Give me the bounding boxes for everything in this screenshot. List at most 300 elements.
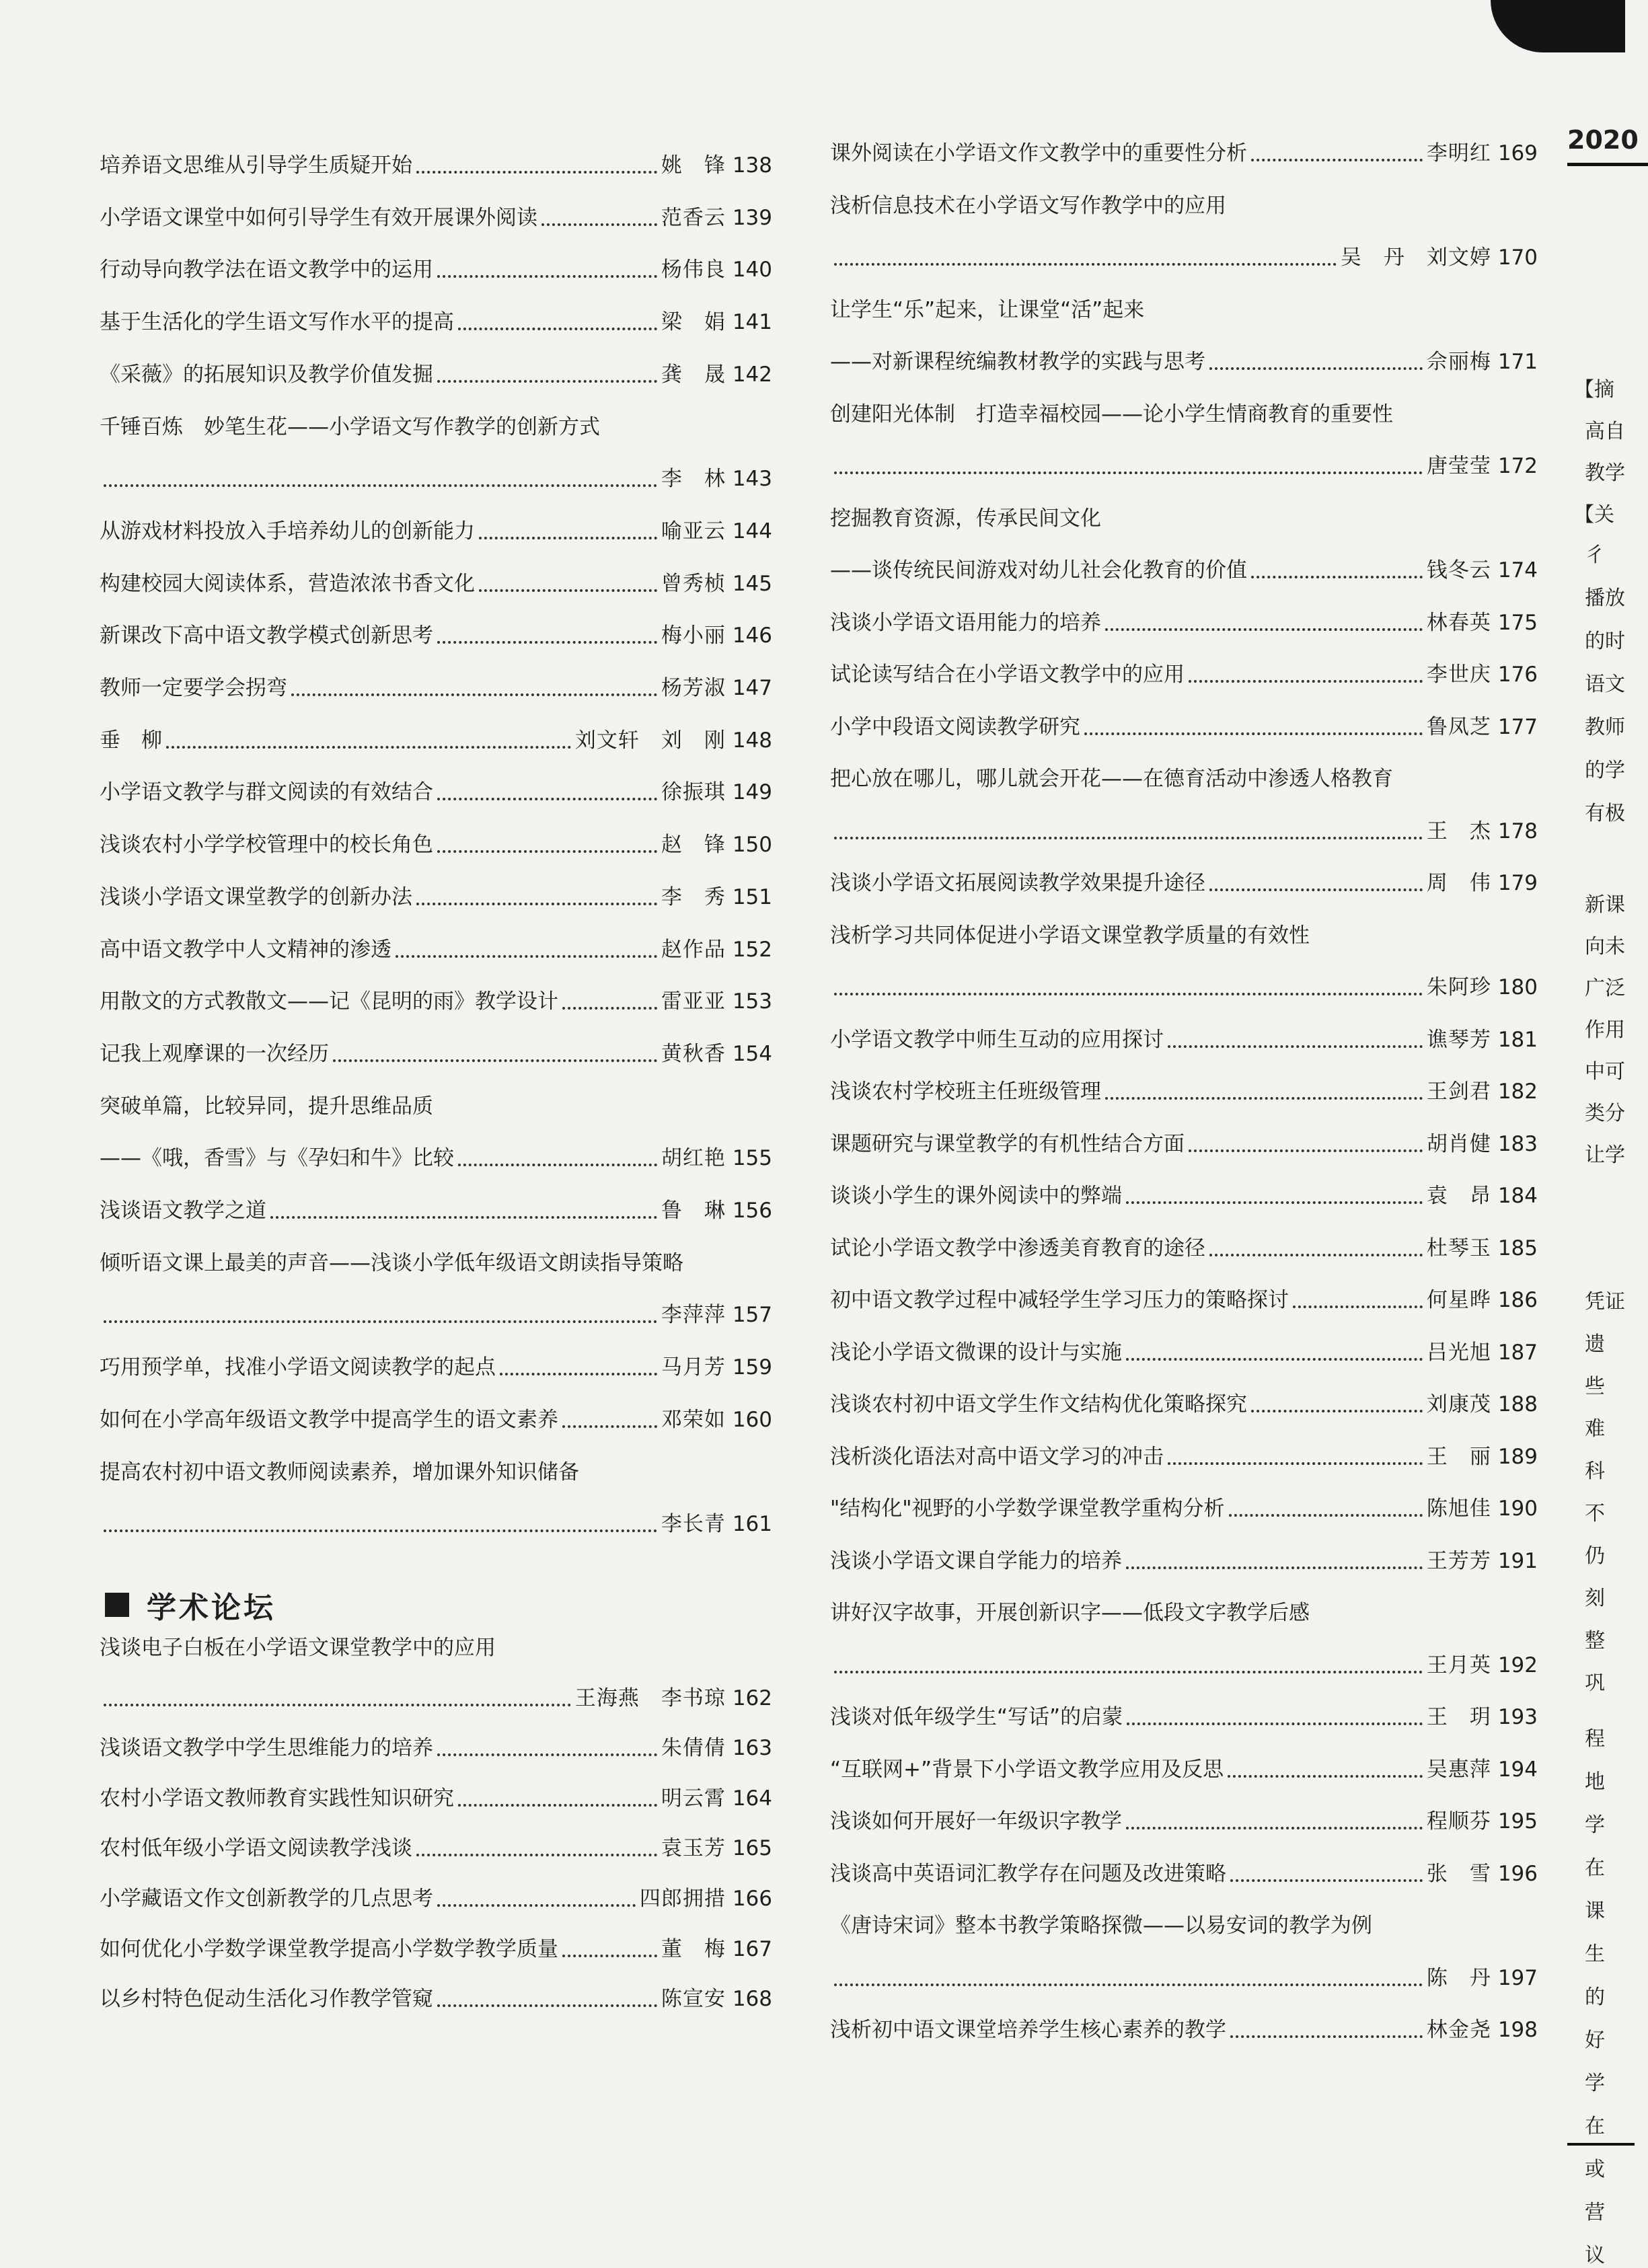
toc-entry — [100, 1980, 772, 2018]
dot-leader — [1189, 680, 1423, 683]
toc-entry-title: 小学语文教学中师生互动的应用探讨 — [830, 1027, 1164, 1052]
toc-entry-title: 浅谈农村小学学校管理中的校长角色 — [100, 833, 433, 858]
dot-leader — [479, 589, 657, 592]
adjacent-text-fragment: 议 — [1585, 2244, 1605, 2267]
toc-entry-title: 浅谈电子白板在小学语文课堂教学中的应用 — [100, 1636, 496, 1660]
toc-entry-author: 明云霄 — [661, 1786, 726, 1811]
toc-entry-title: 小学藏语文作文创新教学的几点思考 — [100, 1887, 433, 1911]
toc-entry-page: 184 — [1497, 1184, 1538, 1208]
toc-entry — [830, 1490, 1538, 1527]
toc-entry-title: 培养语文思维从引导学生质疑开始 — [100, 153, 412, 178]
toc-entry-title: 创建阳光体制 打造幸福校园——论小学生情商教育的重要性 — [830, 402, 1393, 426]
dot-leader — [104, 1529, 657, 1532]
toc-entry-author: 佘丽梅 — [1426, 350, 1491, 374]
toc-entry-title: 小学语文教学与群文阅读的有效结合 — [100, 780, 433, 805]
toc-entry-title: 课外阅读在小学语文作文教学中的重要性分析 — [830, 141, 1247, 165]
dot-leader — [541, 223, 657, 226]
toc-entry-author: 李明红 — [1426, 141, 1491, 165]
toc-entry-page: 140 — [732, 258, 772, 282]
toc-entry-title: 小学语文课堂中如何引导学生有效开展课外阅读 — [100, 205, 537, 230]
toc-entry — [100, 199, 772, 237]
toc-entry — [830, 708, 1538, 746]
dot-leader — [1209, 1254, 1423, 1256]
toc-entry-page: 176 — [1497, 663, 1538, 687]
toc-entry-page: 144 — [732, 519, 772, 543]
toc-entry — [100, 1349, 772, 1386]
adjacent-text-fragment: 高自 — [1585, 420, 1625, 443]
toc-entry — [830, 552, 1538, 589]
toc-entry-title: 提高农村初中语文教师阅读素养，增加课外知识储备 — [100, 1460, 579, 1484]
toc-entry-title: 高中语文教学中人文精神的渗透 — [100, 937, 391, 962]
adjacent-text-fragment: 播放 — [1585, 587, 1625, 610]
toc-entry-author: 杨芳淑 — [661, 676, 726, 700]
toc-entry-page: 156 — [732, 1199, 772, 1223]
toc-entry-page: 177 — [1497, 714, 1538, 739]
toc-entry-author: 范香云 — [661, 205, 726, 230]
adjacent-text-fragment: 生 — [1585, 1942, 1605, 1966]
toc-entry-page: 179 — [1497, 871, 1538, 895]
dot-leader — [166, 746, 571, 749]
toc-entry-author: 徐振琪 — [661, 780, 726, 805]
toc-entry — [100, 1192, 772, 1230]
toc-entry-title: 浅谈对低年级学生“写话”的启蒙 — [830, 1705, 1123, 1729]
toc-entry-page: 165 — [732, 1836, 772, 1861]
dot-leader — [437, 798, 657, 800]
toc-entry — [830, 447, 1538, 485]
toc-entry-author: 何星晔 — [1426, 1288, 1491, 1312]
toc-entry — [100, 1679, 772, 1717]
toc-entry — [830, 1647, 1538, 1684]
toc-entry-title: ——谈传统民间游戏对幼儿社会化教育的价值 — [830, 558, 1247, 582]
toc-entry-title: 把心放在哪儿，哪儿就会开花——在德育活动中渗透人格教育 — [830, 767, 1393, 791]
dot-leader — [1127, 1723, 1423, 1725]
toc-entry-page: 195 — [1497, 1809, 1538, 1834]
toc-entry-author: 刘文轩 刘 刚 — [574, 728, 726, 753]
toc-entry-author: 林春英 — [1426, 610, 1491, 635]
adjacent-text-fragment: 营 — [1585, 2201, 1605, 2224]
dot-leader — [1251, 576, 1423, 578]
dot-leader — [437, 1904, 636, 1907]
toc-entry-author: 黄秋香 — [661, 1041, 726, 1066]
toc-entry-title: 浅析学习共同体促进小学语文课堂教学质量的有效性 — [830, 923, 1310, 948]
toc-entry-page: 194 — [1497, 1757, 1538, 1782]
toc-entry-author: 张 雪 — [1426, 1861, 1491, 1886]
dot-leader — [1251, 159, 1423, 161]
toc-entry — [830, 656, 1538, 693]
adjacent-text-fragment: 巩 — [1585, 1671, 1605, 1695]
toc-entry-title: 农村小学语文教师教育实践性知识研究 — [100, 1786, 454, 1811]
dot-leader — [834, 1983, 1423, 1986]
adjacent-text-fragment: 在 — [1585, 1856, 1605, 1880]
adjacent-text-fragment: 程 — [1585, 1727, 1605, 1751]
adjacent-text-fragment: 的 — [1585, 1986, 1605, 2009]
toc-entry-author: 陈旭佳 — [1426, 1497, 1491, 1521]
toc-entry-title: 浅谈高中英语词汇教学存在问题及改进策略 — [830, 1861, 1226, 1886]
toc-entry-title: 农村低年级小学语文阅读教学浅谈 — [100, 1836, 412, 1861]
toc-entry — [830, 2011, 1538, 2049]
dot-leader — [291, 693, 657, 696]
toc-entry — [830, 1021, 1538, 1059]
adjacent-text-fragment: 彳 — [1585, 543, 1605, 567]
toc-entry-page: 167 — [732, 1936, 772, 1961]
toc-entry — [830, 1959, 1538, 1997]
toc-entry-author: 李世庆 — [1426, 663, 1491, 687]
toc-entry-page: 183 — [1497, 1131, 1538, 1156]
toc-entry — [830, 1230, 1538, 1267]
toc-entry-page: 151 — [732, 884, 772, 909]
toc-entry — [100, 513, 772, 550]
toc-entry-page: 157 — [732, 1303, 772, 1328]
toc-entry-title: 记我上观摩课的一次经历 — [100, 1041, 329, 1066]
dot-leader — [396, 955, 657, 958]
dot-leader — [458, 328, 657, 330]
toc-entry-author: 王芳芳 — [1426, 1548, 1491, 1573]
dot-leader — [437, 2004, 657, 2007]
toc-entry-author: 陈宣安 — [661, 1987, 726, 2012]
dot-leader — [104, 484, 657, 487]
dot-leader — [1228, 1775, 1423, 1778]
toc-entry-title: 突破单篇，比较异同，提升思维品质 — [100, 1094, 433, 1119]
toc-entry-title: 挖掘教育资源，传承民间文化 — [830, 506, 1101, 531]
adjacent-text-fragment: 或 — [1585, 2158, 1605, 2181]
toc-entry-title: 巧用预学单，找准小学语文阅读教学的起点 — [100, 1355, 496, 1380]
section-square-icon — [105, 1593, 129, 1617]
toc-entry-title: 如何在小学高年级语文教学中提高学生的语文素养 — [100, 1407, 558, 1432]
adjacent-text-fragment: 类分 — [1585, 1102, 1625, 1125]
toc-entry-title: 浅论小学语文微课的设计与实施 — [830, 1340, 1122, 1365]
toc-entry-page: 141 — [732, 310, 772, 335]
toc-entry-author: 袁 昂 — [1426, 1184, 1491, 1208]
dot-leader — [437, 1753, 657, 1756]
adjacent-text-fragment: 语文 — [1585, 673, 1625, 696]
toc-entry-title: 讲好汉字故事，开展创新识字——低段文字教学后感 — [830, 1601, 1310, 1625]
adjacent-text-fragment: 作用 — [1585, 1018, 1625, 1042]
toc-entry-page: 178 — [1497, 819, 1538, 843]
toc-entry — [100, 773, 772, 811]
toc-entry — [100, 878, 772, 916]
toc-entry-author: 胡肖健 — [1426, 1131, 1491, 1156]
adjacent-text-fragment: 让学 — [1585, 1143, 1625, 1167]
toc-entry-title: 新课改下高中语文教学模式创新思考 — [100, 623, 433, 648]
toc-entry — [830, 1751, 1538, 1788]
toc-entry — [100, 931, 772, 969]
adjacent-text-fragment: 【关 — [1574, 503, 1614, 527]
dot-leader — [1168, 1462, 1423, 1465]
toc-entry-title: 浅谈如何开展好一年级识字教学 — [830, 1809, 1122, 1834]
toc-entry — [830, 1386, 1538, 1423]
toc-entry-page: 159 — [732, 1355, 772, 1380]
adjacent-page-fragment — [1547, 0, 1639, 2267]
toc-entry-page: 149 — [732, 780, 772, 805]
toc-entry — [100, 669, 772, 707]
adjacent-text-fragment: 课 — [1585, 1899, 1605, 1923]
toc-entry-page: 170 — [1497, 245, 1538, 270]
toc-entry-author: 林金尧 — [1426, 2018, 1491, 2042]
toc-entry-title: ——对新课程统编教材教学的实践与思考 — [830, 350, 1205, 374]
toc-entry — [830, 239, 1538, 276]
toc-entry — [100, 617, 772, 654]
dot-leader — [834, 263, 1337, 266]
toc-entry — [100, 1401, 772, 1439]
dot-leader — [1229, 1514, 1423, 1517]
toc-entry — [830, 1125, 1538, 1163]
toc-entry — [830, 1803, 1538, 1840]
toc-entry — [100, 1035, 772, 1073]
dot-leader — [437, 275, 657, 278]
toc-entry-title: 教师一定要学会拐弯 — [100, 676, 287, 700]
dot-leader — [834, 837, 1423, 839]
toc-entry-page: 148 — [732, 728, 772, 753]
dot-leader — [416, 903, 657, 905]
toc-entry — [830, 1542, 1538, 1580]
dot-leader — [458, 1804, 657, 1807]
adjacent-text-fragment: 新课 — [1585, 893, 1625, 917]
dot-leader — [437, 850, 657, 853]
dot-leader — [416, 1854, 657, 1856]
toc-entry-page: 198 — [1497, 2018, 1538, 2042]
toc-entry-author: 鲁凤芝 — [1426, 714, 1491, 739]
toc-entry — [830, 1334, 1538, 1371]
toc-entry-author: 四郎拥措 — [639, 1887, 726, 1911]
toc-entry-page: 161 — [732, 1512, 772, 1537]
dot-leader — [1126, 1358, 1423, 1361]
toc-entry-page: 163 — [732, 1736, 772, 1761]
toc-entry — [100, 1829, 772, 1867]
toc-entry-page: 147 — [732, 676, 772, 700]
toc-entry-author: 钱冬云 — [1426, 558, 1491, 582]
toc-entry-author: 周 伟 — [1426, 871, 1491, 895]
toc-entry-title: 构建校园大阅读体系，营造浓浓书香文化 — [100, 571, 475, 596]
toc-entry — [100, 460, 772, 498]
toc-entry-author: 李长青 — [661, 1512, 726, 1537]
toc-entry-page: 189 — [1497, 1444, 1538, 1469]
toc-entry-title: 倾听语文课上最美的声音——浅谈小学低年级语文朗读指导策略 — [100, 1250, 683, 1275]
toc-entry-title: 浅谈小学语文课堂教学的创新办法 — [100, 884, 412, 909]
toc-entry-title: "结构化"视野的小学数学课堂教学重构分析 — [830, 1497, 1225, 1521]
dot-leader — [104, 1704, 571, 1706]
dot-leader — [1189, 1149, 1423, 1152]
toc-entry-author: 刘康茂 — [1426, 1392, 1491, 1416]
toc-entry — [830, 1855, 1538, 1893]
year-heading: 2020 — [1567, 125, 1639, 155]
adjacent-text-fragment: 学 — [1585, 2072, 1605, 2095]
toc-entry-title: 用散文的方式教散文——记《昆明的雨》教学设计 — [100, 989, 558, 1014]
toc-entry-page: 154 — [732, 1041, 772, 1066]
dot-leader — [1251, 1410, 1423, 1412]
adjacent-text-fragment: 教师 — [1585, 716, 1625, 739]
adjacent-text-fragment: 在 — [1585, 2115, 1605, 2138]
toc-entry-author: 吴惠萍 — [1426, 1757, 1491, 1782]
dot-leader — [1126, 1827, 1423, 1829]
toc-entry-author: 李萍萍 — [661, 1303, 726, 1328]
toc-entry-title: 千锤百炼 妙笔生花——小学语文写作教学的创新方式 — [100, 414, 600, 439]
dot-leader — [333, 1059, 657, 1062]
toc-entry-title: 浅析初中语文课堂培养学生核心素养的教学 — [830, 2018, 1226, 2042]
toc-entry-page: 166 — [732, 1887, 772, 1911]
toc-entry — [100, 356, 772, 393]
toc-entry-title: 浅谈小学语文语用能力的培养 — [830, 610, 1101, 635]
toc-entry — [830, 1073, 1538, 1110]
toc-entry-title: 浅谈农村学校班主任班级管理 — [830, 1080, 1101, 1104]
dot-leader — [437, 380, 657, 383]
toc-entry-author: 鲁 琳 — [661, 1199, 726, 1223]
toc-entry-page: 193 — [1497, 1705, 1538, 1729]
dot-leader — [104, 1320, 657, 1323]
dot-leader — [1105, 1097, 1423, 1100]
toc-entry — [100, 1139, 772, 1177]
toc-entry-title: 浅谈语文教学中学生思维能力的培养 — [100, 1736, 433, 1761]
dot-leader — [562, 1955, 657, 1957]
toc-entry-author: 雷亚亚 — [661, 989, 726, 1014]
dot-leader — [1230, 2035, 1423, 2038]
toc-entry-title: 行动导向教学法在语文教学中的运用 — [100, 258, 433, 282]
toc-entry — [100, 1296, 772, 1334]
toc-entry-author: 杨伟良 — [661, 258, 726, 282]
toc-entry-page: 143 — [732, 467, 772, 492]
toc-entry-title: 课题研究与课堂教学的有机性结合方面 — [830, 1131, 1185, 1156]
toc-entry-page: 138 — [732, 153, 772, 178]
toc-entry-page: 186 — [1497, 1288, 1538, 1312]
toc-entry-page: 197 — [1497, 1965, 1538, 1990]
dot-leader — [416, 171, 657, 174]
toc-entry — [100, 565, 772, 603]
bottom-rule — [1567, 2143, 1635, 2146]
dot-leader — [458, 1164, 657, 1166]
toc-entry-author: 赵作品 — [661, 937, 726, 962]
toc-entry-author: 吕光旭 — [1426, 1340, 1491, 1365]
toc-entry-author: 杜琴玉 — [1426, 1236, 1491, 1260]
toc-entry-page: 152 — [732, 937, 772, 962]
toc-entry — [830, 812, 1538, 850]
toc-entry-author: 马月芳 — [661, 1355, 726, 1380]
section-header — [105, 1583, 276, 1626]
toc-entry-title: 如何优化小学数学课堂教学提高小学数学教学质量 — [100, 1936, 558, 1961]
toc-entry-title: 让学生“乐”起来，让课堂“活”起来 — [830, 297, 1145, 322]
toc-entry-page: 155 — [732, 1146, 772, 1171]
adjacent-text-fragment: 遗 — [1585, 1332, 1605, 1356]
dot-leader — [1293, 1306, 1423, 1308]
toc-entry-author: 陈 丹 — [1426, 1965, 1491, 1990]
toc-entry — [100, 983, 772, 1020]
toc-entry-author: 赵 锋 — [661, 833, 726, 858]
adjacent-text-fragment: 有极 — [1585, 802, 1625, 825]
toc-entry-page: 169 — [1497, 141, 1538, 165]
toc-entry-page: 182 — [1497, 1080, 1538, 1104]
toc-entry-page: 150 — [732, 833, 772, 858]
toc-entry — [830, 969, 1538, 1006]
adjacent-text-fragment: 科 — [1585, 1460, 1605, 1483]
adjacent-text-fragment: 刻 — [1585, 1587, 1605, 1610]
dot-leader — [562, 1007, 657, 1010]
toc-entry-author: 谯琴芳 — [1426, 1027, 1491, 1052]
toc-entry-title: 浅析信息技术在小学语文写作教学中的应用 — [830, 193, 1226, 218]
toc-entry-author: 王 杰 — [1426, 819, 1491, 843]
toc-entry-title: 小学中段语文阅读教学研究 — [830, 714, 1080, 739]
toc-entry-title: 以乡村特色促动生活化习作教学管窥 — [100, 1987, 433, 2012]
toc-entry-author: 吴 丹 刘文婷 — [1340, 245, 1491, 270]
toc-entry — [100, 722, 772, 759]
toc-entry-title: 初中语文教学过程中减轻学生学习压力的策略探讨 — [830, 1288, 1289, 1312]
toc-entry-page: 168 — [732, 1987, 772, 2012]
toc-entry-page: 175 — [1497, 610, 1538, 635]
adjacent-text-fragment: 好 — [1585, 2029, 1605, 2052]
toc-entry-author: 王 丽 — [1426, 1444, 1491, 1469]
toc-entry-page: 139 — [732, 205, 772, 230]
dot-leader — [834, 993, 1423, 995]
dot-leader — [562, 1425, 657, 1428]
toc-entry — [100, 251, 772, 289]
toc-entry-author: 袁玉芳 — [661, 1836, 726, 1861]
toc-entry-author: 李 林 — [661, 467, 726, 492]
toc-entry-title: 《采薇》的拓展知识及教学价值发掘 — [100, 362, 433, 387]
dot-leader — [1209, 367, 1423, 370]
adjacent-text-fragment: 的时 — [1585, 630, 1625, 653]
toc-entry-title: 试论小学语文教学中渗透美育教育的途径 — [830, 1236, 1205, 1260]
toc-entry-page: 174 — [1497, 558, 1538, 582]
toc-entry-page: 188 — [1497, 1392, 1538, 1416]
toc-entry — [830, 604, 1538, 642]
adjacent-text-fragment: 学 — [1585, 1813, 1605, 1837]
toc-entry — [830, 1698, 1538, 1736]
adjacent-text-fragment: 不 — [1585, 1502, 1605, 1525]
adjacent-text-fragment: 教学 — [1585, 461, 1625, 485]
toc-entry — [100, 1930, 772, 1968]
toc-entry — [100, 1505, 772, 1543]
dot-leader — [1230, 1879, 1423, 1882]
toc-entry-author: 朱倩倩 — [661, 1736, 726, 1761]
toc-entry-author: 王海燕 李书琼 — [574, 1686, 726, 1710]
toc-entry-author: 曾秀桢 — [661, 571, 726, 596]
adjacent-text-fragment: 地 — [1585, 1770, 1605, 1794]
toc-entry-author: 董 梅 — [661, 1936, 726, 1961]
toc-entry-title: 垂 柳 — [100, 728, 162, 753]
toc-entry-page: 192 — [1497, 1653, 1538, 1677]
toc-entry-page: 146 — [732, 623, 772, 648]
dot-leader — [834, 471, 1423, 474]
toc-entry-page: 187 — [1497, 1340, 1538, 1365]
toc-entry-author: 李 秀 — [661, 884, 726, 909]
toc-entry-author: 程顺芬 — [1426, 1809, 1491, 1834]
toc-entry — [100, 1729, 772, 1767]
toc-entry-page: 191 — [1497, 1548, 1538, 1573]
toc-entry-page: 172 — [1497, 454, 1538, 478]
toc-entry-title: 基于生活化的学生语文写作水平的提高 — [100, 310, 454, 335]
dot-leader — [1105, 628, 1423, 631]
toc-entry-author: 胡红艳 — [661, 1146, 726, 1171]
toc-entry — [830, 1281, 1538, 1319]
toc-entry-title: 从游戏材料投放入手培养幼儿的创新能力 — [100, 519, 475, 543]
toc-entry-page: 180 — [1497, 975, 1538, 999]
toc-entry — [830, 135, 1538, 172]
toc-entry-title: 浅谈小学语文课自学能力的培养 — [830, 1548, 1122, 1573]
toc-entry-author: 邓荣如 — [661, 1407, 726, 1432]
toc-entry-page: 171 — [1497, 350, 1538, 374]
toc-entry — [100, 826, 772, 864]
toc-entry-title: 浅析淡化语法对高中语文学习的冲击 — [830, 1444, 1164, 1469]
toc-entry-author: 唐莹莹 — [1426, 454, 1491, 478]
dot-leader — [437, 641, 657, 644]
adjacent-text-fragment: 广泛 — [1585, 977, 1625, 1000]
adjacent-text-fragment: 难 — [1585, 1417, 1605, 1441]
section-title: 学术论坛 — [147, 1591, 276, 1625]
toc-entry-title: 《唐诗宋词》整本书教学策略探微——以易安词的教学为例 — [830, 1914, 1372, 1938]
toc-entry-author: 王剑君 — [1426, 1080, 1491, 1104]
toc-entry-page: 162 — [732, 1686, 772, 1710]
adjacent-text-fragment: 【摘 — [1574, 378, 1614, 402]
toc-entry-page: 142 — [732, 362, 772, 387]
toc-entry-page: 196 — [1497, 1861, 1538, 1886]
toc-entry-author: 王 玥 — [1426, 1705, 1491, 1729]
